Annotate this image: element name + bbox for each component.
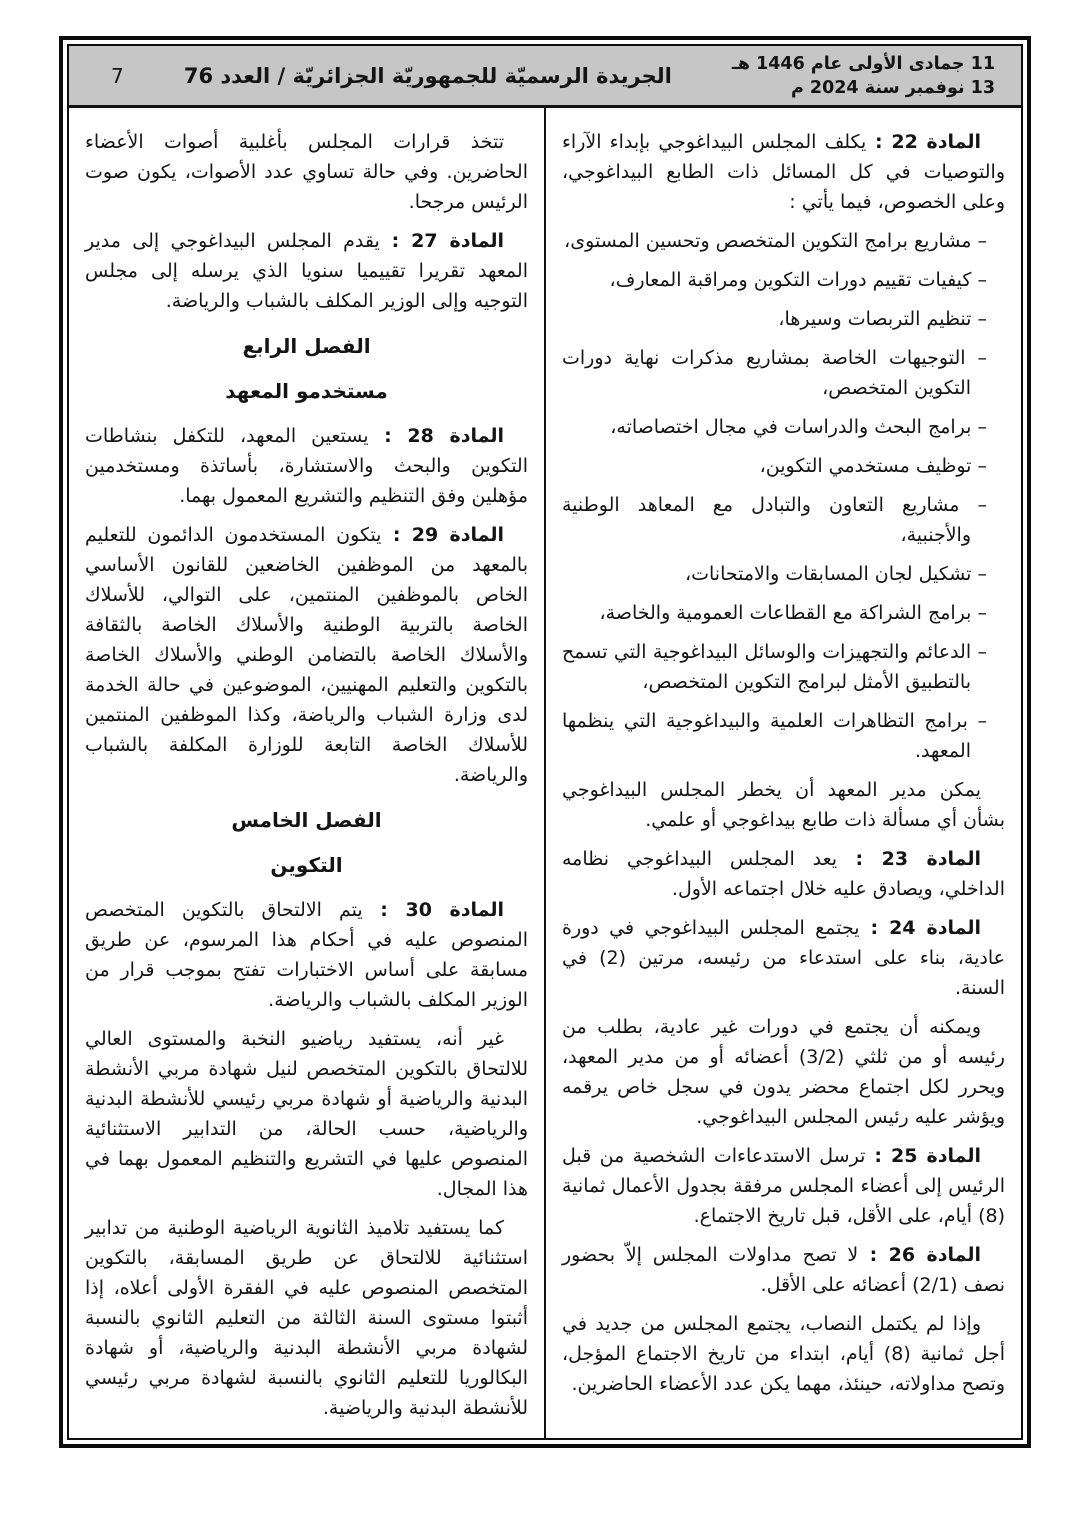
section-heading: مستخدمو المعهد (225, 379, 388, 403)
page-frame-inner (67, 44, 1023, 1440)
list-item: – برامج التظاهرات العلمية والبيداغوجية التي ينظمها المعهد. (562, 710, 987, 762)
list-item: – التوجيهات الخاصة بمشاريع مذكرات نهاية دورات التكوين المتخصص، (562, 347, 987, 399)
list-item: – تشكيل لجان المسابقات والامتحانات، (684, 563, 987, 585)
list-item: – برامج الشراكة مع القطاعات العمومية والخاصة، (599, 602, 987, 624)
page-frame (59, 36, 1031, 1448)
article-number-label: المادة 28 : (368, 425, 504, 447)
date-hijri: 11 جمادى الأولى عام 1446 هـ (731, 53, 995, 74)
paragraph: المادة 28 : يستعين المعهد، للتكفل بنشاطات التكوين والبحث والاستشارة، بأساتذة ومستخدمين مؤهلين وفق التنظيم والتشريع المعمول بهما. (85, 425, 528, 507)
article-number-label: المادة 25 : (865, 1145, 981, 1167)
list-item: – تنظيم التربصات وسيرها، (778, 308, 987, 330)
paragraph: المادة 30 : يتم الالتحاق بالتكوين المتخصص المنصوص عليه في أحكام هذا المرسوم، عن طريق مسابقة على أساس الاختبارات تفتح بموجب قرار من الوزير المكلف بالشباب والرياضة. (85, 899, 528, 1011)
article-number-label: المادة 26 : (858, 1244, 981, 1266)
paragraph: المادة 29 : يتكون المستخدمون الدائمون للتعليم بالمعهد من الموظفين الخاضعين للقانون الأساسي الخاص بالموظفين المنتمين، على التوالي، للأسلاك الخاصة بالتربية الوطنية والأسلاك الخاصة بالثقافة والأسلاك الخاصة بالتضامن الوطني والأسلاك الخاصة بالتكوين والتعليم المهنيين، الموضوعين في حالة الخدمة لدى وزارة الشباب والرياضة، وكذا الموظفين المنتمين للأسلاك الخاصة التابعة للوزارة المكلفة بالشباب والرياضة. (85, 524, 528, 786)
paragraph: تتخذ قرارات المجلس بأغلبية أصوات الأعضاء الحاضرين. وفي حالة تساوي عدد الأصوات، يكون صوت الرئيس مرجحا. (85, 131, 528, 213)
page-number: 7 (111, 63, 124, 88)
paragraph: وإذا لم يكتمل النصاب، يجتمع المجلس من جديد في أجل ثمانية (8) أيام، ابتداء من تاريخ الاجتماع المؤجل، وتصح مداولاته، حينئذ، مهما يكن عدد الأعضاء الحاضرين. (562, 1313, 1005, 1395)
paragraph: المادة 22 : يكلف المجلس البيداغوجي بإبداء الآراء والتوصيات في كل المسائل ذات الطابع البيداغوجي، وعلى الخصوص، فيما يأتي : (562, 131, 1005, 213)
article-number-label: المادة 22 : (866, 131, 981, 153)
issue-dates (732, 52, 995, 100)
list-item: – مشاريع برامج التكوين المتخصص وتحسين المستوى، (564, 230, 987, 252)
paragraph: المادة 25 : ترسل الاستدعاءات الشخصية من قبل الرئيس إلى أعضاء المجلس مرفقة بجدول الأعمال ثمانية (8) أيام، على الأقل، قبل تاريخ الاجتماع. (562, 1145, 1005, 1227)
section-heading: الفصل الخامس (231, 808, 382, 832)
date-gregorian: 13 نوفمبر سنة 2024 م (790, 77, 995, 98)
content-columns (69, 108, 1021, 1438)
left-column (69, 108, 544, 1438)
article-number-label: المادة 27 : (379, 230, 505, 252)
paragraph: المادة 23 : يعد المجلس البيداغوجي نظامه الداخلي، ويصادق عليه خلال اجتماعه الأول. (562, 848, 1005, 900)
list-item: – مشاريع التعاون والتبادل مع المعاهد الوطنية والأجنبية، (562, 494, 987, 546)
article-number-label: المادة 30 : (362, 899, 505, 921)
list-item: – الدعائم والتجهيزات والوسائل البيداغوجية التي تسمح بالتطبيق الأمثل لبرامج التكوين المتخصص، (562, 641, 987, 693)
article-number-label: المادة 24 : (859, 917, 981, 939)
paragraph: غير أنه، يستفيد رياضيو النخبة والمستوى العالي للالتحاق بالتكوين المتخصص لنيل شهادة مربي الأنشطة البدنية والرياضية أو شهادة مربي رئيسي للأنشطة البدنية والرياضية، حسب الحالة، من التدابير الاستثنائية المنصوص عليها في التشريع والتنظيم المعمول بهما في هذا المجال. (85, 1028, 528, 1200)
section-heading: التكوين (270, 853, 343, 877)
paragraph: ويمكنه أن يجتمع في دورات غير عادية، بطلب من رئيسه أو من ثلثي (3/2) أعضائه أو من مدير المعهد، ويحرر لكل اجتماع محضر يدون في سجل خاص يرقمه ويؤشر عليه رئيس المجلس البيداغوجي. (562, 1016, 1005, 1128)
list-item: – توظيف مستخدمي التكوين، (759, 455, 987, 477)
paragraph: المادة 24 : يجتمع المجلس البيداغوجي في دورة عادية، بناء على استدعاء من رئيسه، مرتين (2) في السنة. (562, 917, 1005, 999)
gazette-title: الجريدة الرسميّة للجمهوريّة الجزائريّة / العدد 76 (183, 63, 672, 88)
paragraph: المادة 26 : لا تصح مداولات المجلس إلاّ بحضور نصف (2/1) أعضائه على الأقل. (562, 1244, 1005, 1296)
paragraph: المادة 27 : يقدم المجلس البيداغوجي إلى مدير المعهد تقريرا تقييميا سنويا الذي يرسله إلى مجلس التوجيه وإلى الوزير المكلف بالشباب والرياضة. (85, 230, 528, 312)
section-heading: الفصل الرابع (242, 334, 371, 358)
gazette-header (69, 46, 1021, 108)
paragraph: يمكن مدير المعهد أن يخطر المجلس البيداغوجي بشأن أي مسألة ذات طابع بيداغوجي أو علمي. (562, 779, 1005, 831)
paragraph: كما يستفيد تلاميذ الثانوية الرياضية الوطنية من تدابير استثنائية للالتحاق عن طريق المسابقة، بالتكوين المتخصص المنصوص عليه في الفقرة الأولى أعلاه، إذا أثبتوا مستوى السنة الثالثة من التعليم الثانوي بالنسبة لشهادة مربي الأنشطة البدنية والرياضية، أو شهادة البكالوريا للتعليم الثانوي بالنسبة لشهادة مربي رئيسي للأنشطة البدنية والرياضية. (85, 1217, 528, 1419)
right-column (544, 108, 1021, 1438)
list-item: – برامج البحث والدراسات في مجال اختصاصاته، (610, 416, 987, 438)
list-item: – كيفيات تقييم دورات التكوين ومراقبة المعارف، (609, 269, 987, 291)
article-number-label: المادة 23 : (837, 848, 981, 870)
article-number-label: المادة 29 : (381, 524, 505, 546)
